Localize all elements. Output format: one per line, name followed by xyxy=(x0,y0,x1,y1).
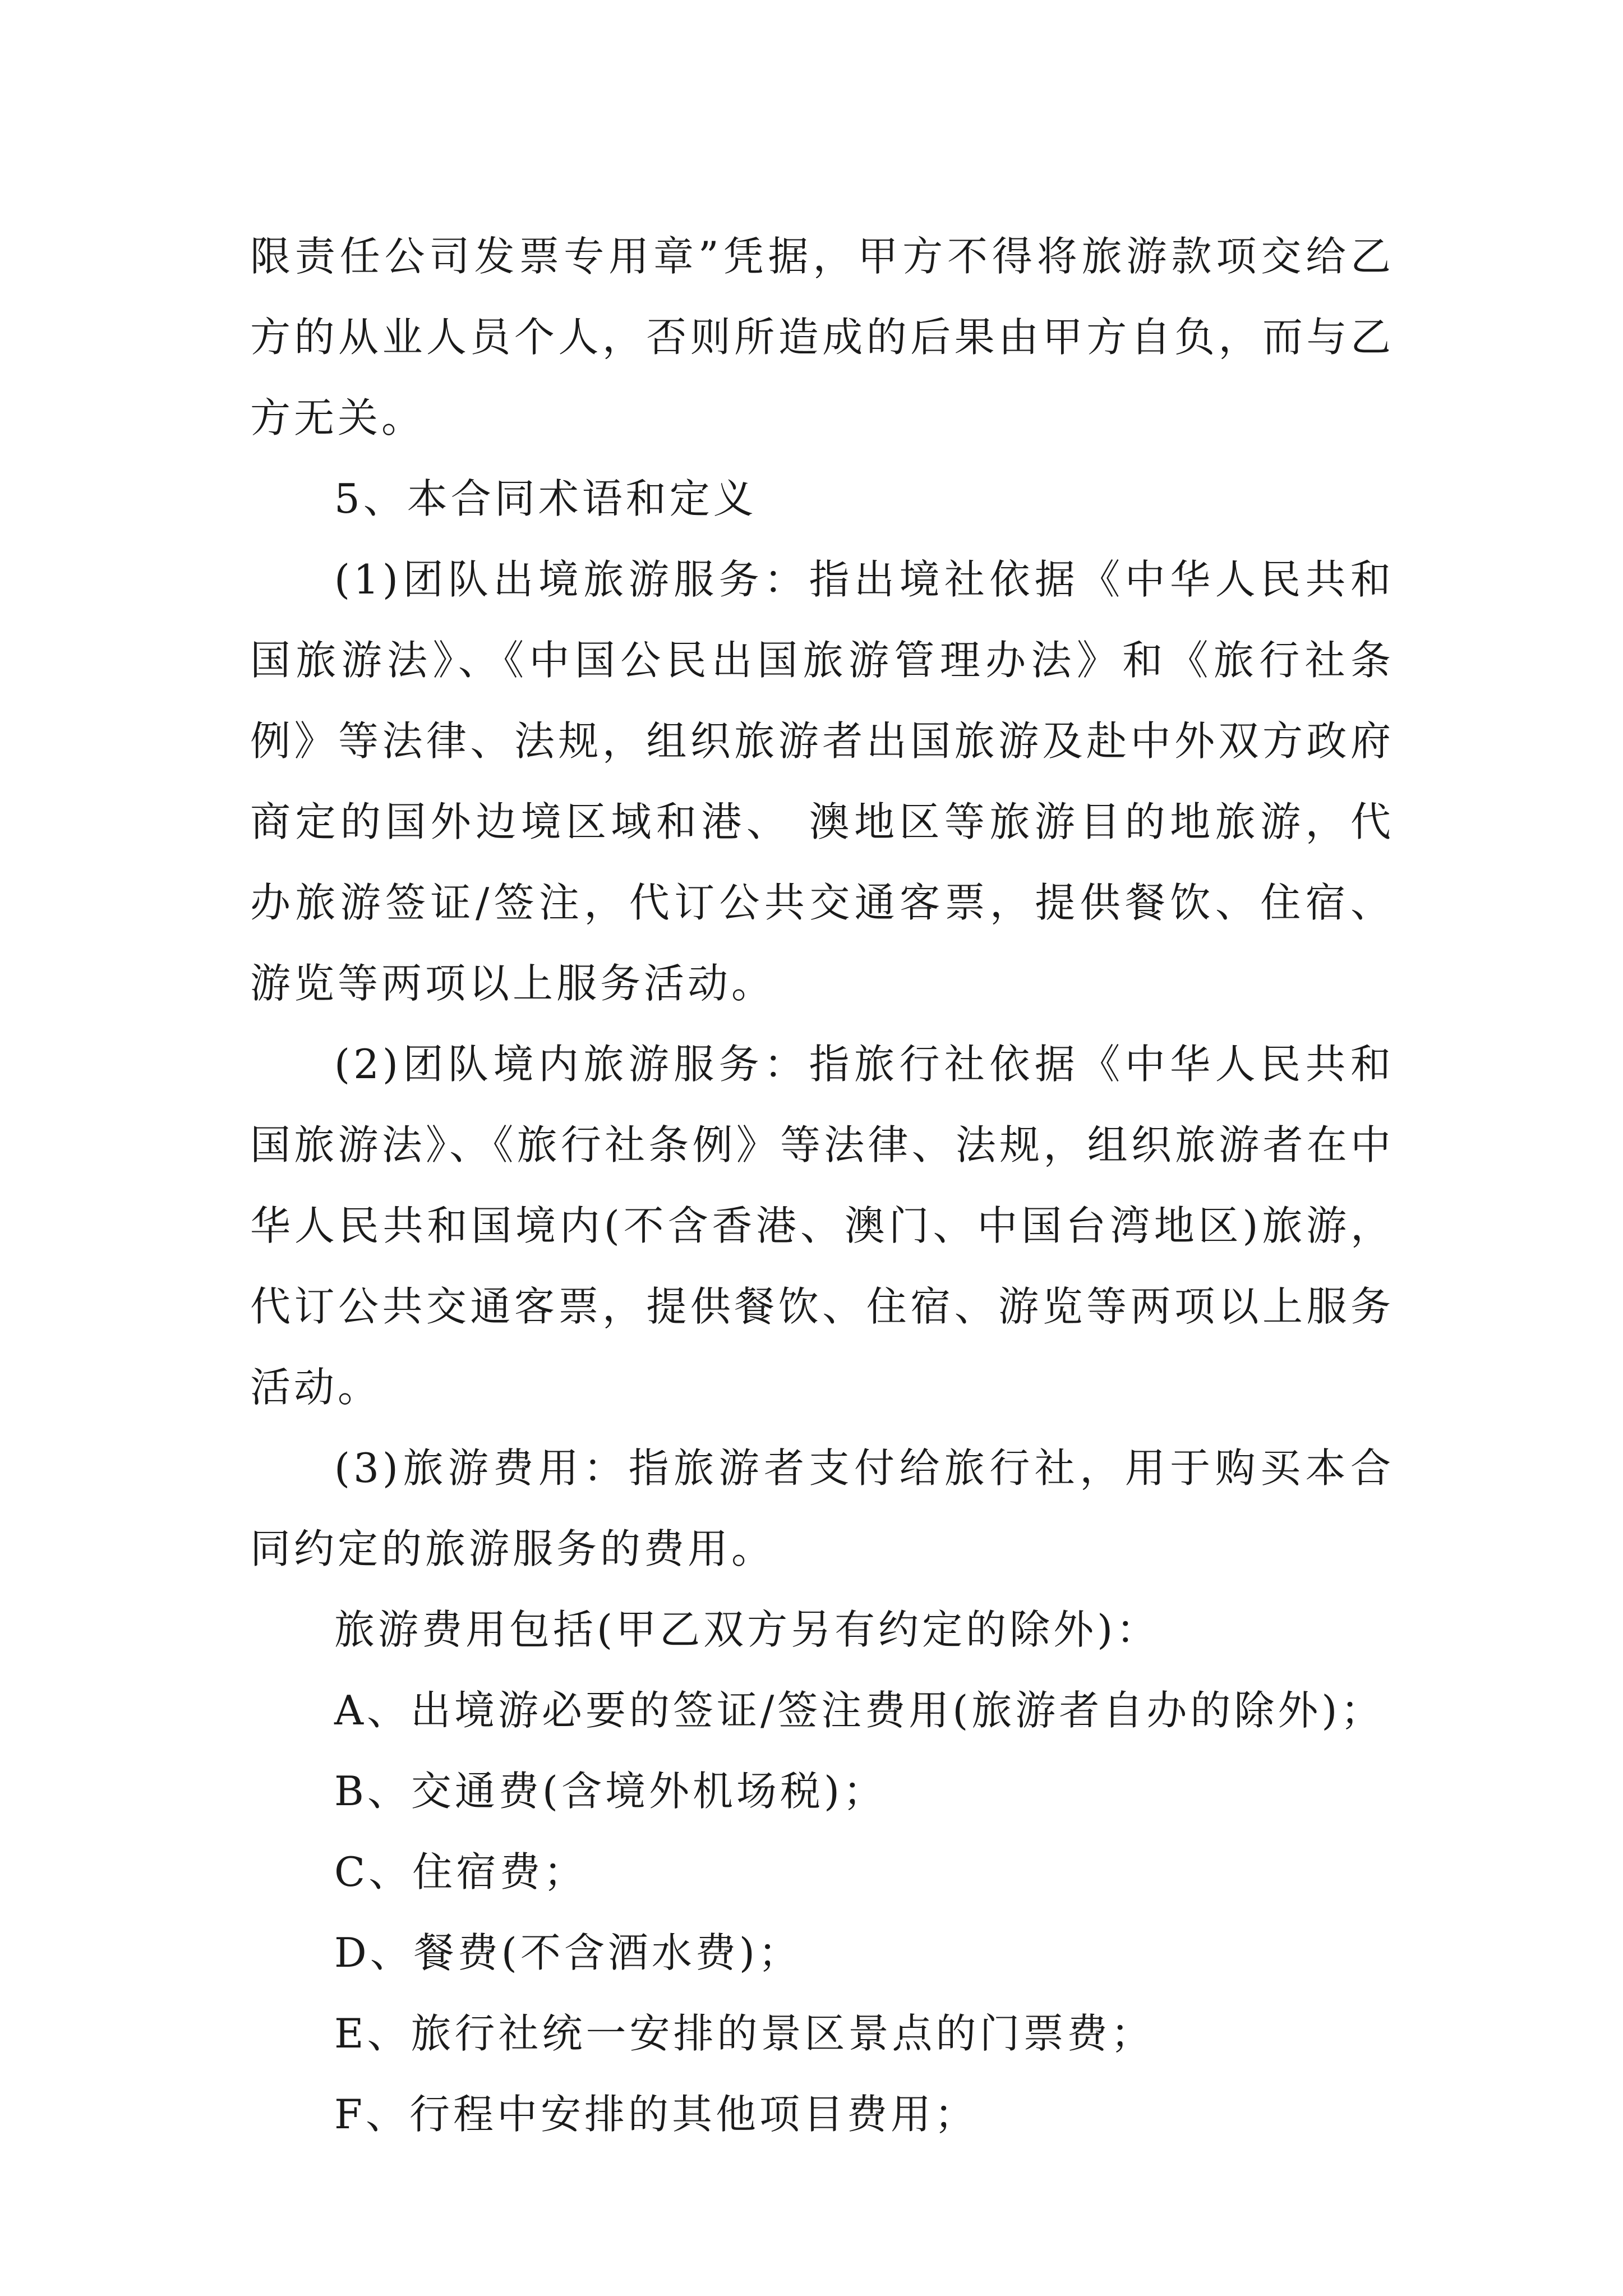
paragraph-tour-fee-definition: (3)旅游费用：指旅游者支付给旅行社，用于购买本合同约定的旅游服务的费用。 xyxy=(250,1444,1394,1572)
paragraph-payment-continuation: 限责任公司发票专用章”凭据，甲方不得将旅游款项交给乙方的从业人员个人，否则所造成的后果由甲方自负，而与乙方无关。 xyxy=(250,233,1394,441)
paragraph-outbound-tour-definition: (1)团队出境旅游服务：指出境社依据《中华人民共和国旅游法》、《中国公民出国旅游管理办法》和《旅行社条例》等法律、法规，组织旅游者出国旅游及赴中外双方政府商定的国外边境区域和港、 澳地区等旅游目的地旅游，代办旅游签证/签注，代订公共交通客票，提供餐饮、住宿、游览等两项以上服务活动。 xyxy=(250,556,1394,1007)
list-item-visa-fee: A、出境游必要的签证/签注费用(旅游者自办的除外)； xyxy=(334,1687,1385,1734)
list-item-ticket-fee: E、旅行社统一安排的景区景点的门票费； xyxy=(334,2010,1155,2057)
section-heading-terms: 5、本合同术语和定义 xyxy=(334,475,757,522)
paragraph-fee-includes-heading: 旅游费用包括(甲乙双方另有约定的除外)： xyxy=(334,1606,1160,1653)
list-item-transport-fee: B、交通费(含境外机场税)； xyxy=(334,1768,887,1815)
list-item-lodging-fee: C、住宿费； xyxy=(334,1848,588,1895)
document-body xyxy=(250,216,1394,2155)
paragraph-domestic-tour-definition: (2)团队境内旅游服务：指旅行社依据《中华人民共和国旅游法》、《旅行社条例》等法律、法规，组织旅游者在中华人民共和国境内(不含香港、澳门、中国台湾地区)旅游，代订公共交通客票，提供餐饮、住宿、游览等两项以上服务活动。 xyxy=(250,1041,1394,1411)
list-item-meal-fee: D、餐费(不含酒水费)； xyxy=(334,1929,802,1976)
list-item-other-fee: F、行程中安排的其他项目费用； xyxy=(334,2091,978,2138)
